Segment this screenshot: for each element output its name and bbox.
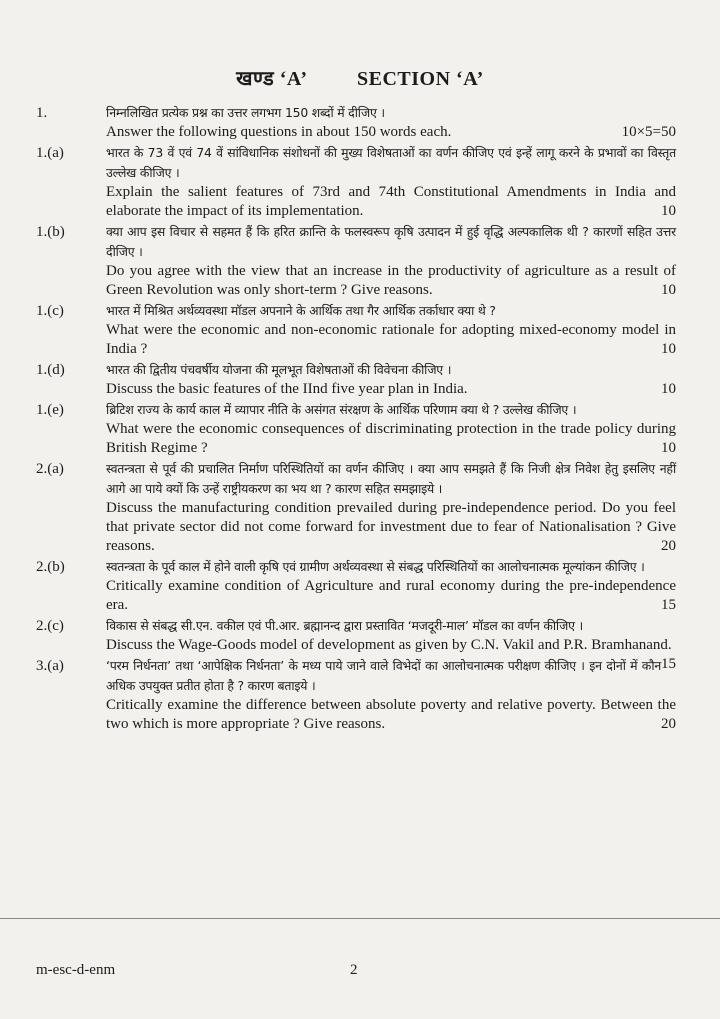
question-text-english: Critically examine the difference between absolute poverty and relative poverty. Between the two which is more appropriate ? Give reasons. 20 [106,697,676,732]
question-text-hindi: स्वतन्त्रता से पूर्व की प्रचालित निर्माण परिस्थितियों का वर्णन कीजिए । क्या आप समझते हैं कि निजी क्षेत्र निवेश हेतु इसलिए नहीं आगे आ पाये क्यों कि उन्हें राष्ट्रीयकरण का भय था ? कारण सहित समझाइये । [106,461,676,496]
question-marks: 10 [661,440,676,456]
question-marks: 10 [661,341,676,357]
section-heading-hindi: खण्ड ‘A’ [236,68,308,90]
question-text-hindi: ब्रिटिश राज्य के कार्य काल में व्यापार नीति के असंगत संरक्षण के आर्थिक परिणाम क्या थे ? उल्लेख कीजिए । [106,402,577,417]
question-text-english: 10 Discuss the basic features of the IInd five year plan in India. [106,381,676,397]
question-marks: 20 [661,538,676,554]
question-1 [36,103,676,142]
page-number: 2 [350,962,358,978]
question-1a [36,143,676,221]
question-number: 1.(d) [36,362,65,378]
question-text-english: What were the economic and non-economic rationale for adopting mixed-economy model in India ? 10 [106,322,676,357]
question-marks: 10 [661,203,676,219]
question-number: 2.(a) [36,461,64,477]
question-text-english: What were the economic consequences of discriminating protection in the trade policy during British Regime ? 10 [106,421,676,456]
question-3a [36,656,676,734]
question-1b [36,222,676,300]
question-text-hindi: भारत में मिश्रित अर्थव्यवस्था मॉडल अपनाने के आर्थिक तथा गैर आर्थिक तर्काधार क्या थे ? [106,303,496,318]
question-text-hindi: विकास से संबद्ध सी.एन. वकील एवं पी.आर. ब्रह्मानन्द द्वारा प्रस्तावित ‘मजदूरी-माल’ मॉडल का वर्णन कीजिए । [106,618,584,633]
question-text-hindi: क्या आप इस विचार से सहमत हैं कि हरित क्रान्ति के फलस्वरूप कृषि उत्पादन में हुई वृद्धि अल्पकालिक थी ? कारणों सहित उत्तर दीजिए । [106,224,676,259]
question-text-english: Do you agree with the view that an increase in the productivity of agriculture as a result of Green Revolution was only short-term ? Give reasons. 10 [106,263,676,298]
question-marks: 10 [661,381,676,397]
question-text-hindi: भारत की द्वितीय पंचवर्षीय योजना की मूलभूत विशेषताओं की विवेचना कीजिए । [106,362,452,377]
question-marks: 10 [661,282,676,298]
question-marks: 10×5=50 [621,124,676,140]
question-1d [36,360,676,399]
question-text-english: 10×5=50 Answer the following questions in about 150 words each. [106,124,676,140]
section-heading-english: SECTION ‘A’ [357,68,484,90]
question-2a [36,459,676,556]
question-number: 3.(a) [36,658,64,674]
question-1e [36,400,676,458]
question-number: 2.(c) [36,618,64,634]
section-heading [0,64,720,91]
question-list [36,103,676,734]
question-number: 1.(a) [36,145,64,161]
question-text-hindi: ‘परम निर्धनता’ तथा ‘आपेक्षिक निर्धनता’ के मध्य पाये जाने वाले विभेदों का आलोचनात्मक परीक्षण कीजिए । इन दोनों में कौन अधिक उपयुक्त प्रतीत होता है ? कारण बताइये । [106,658,661,693]
question-number: 1.(e) [36,402,64,418]
question-marks: 20 [661,716,676,732]
question-1c [36,301,676,359]
question-2b [36,557,676,615]
question-number: 1.(b) [36,224,65,240]
question-number: 1. [36,105,48,121]
question-text-hindi: निम्नलिखित प्रत्येक प्रश्न का उत्तर लगभग 150 शब्दों में दीजिए । [106,105,385,120]
paper-code: m-esc-d-enm [36,962,116,978]
question-text-english: Discuss the manufacturing condition prevailed during pre-independence period. Do you feel that private sector did not come forward for investment due to fear of Nationalisation ? Give reasons. 20 [106,500,676,554]
footer-divider [0,918,720,919]
question-marks: 15 [661,597,676,613]
question-marks: 15 [661,656,676,672]
question-number: 1.(c) [36,303,64,319]
question-text-english: Explain the salient features of 73rd and 74th Constitutional Amendments in India and elaborate the impact of its implementation. 10 [106,184,676,219]
question-text-english: Critically examine condition of Agriculture and rural economy during the pre-independence era. 15 [106,578,676,613]
question-number: 2.(b) [36,559,65,575]
question-text-english: Discuss the Wage-Goods model of development as given by C.N. Vakil and P.R. Bramhanand. 15 [106,637,676,672]
question-text-hindi: भारत के 73 वें एवं 74 वें सांविधानिक संशोधनों की मुख्य विशेषताओं का वर्णन कीजिए एवं इन्हें लागू करने के प्रभावों का विस्तृत उल्लेख कीजिए । [106,145,676,180]
question-text-hindi: स्वतन्त्रता के पूर्व काल में होने वाली कृषि एवं ग्रामीण अर्थव्यवस्था से संबद्ध परिस्थितियों का आलोचनात्मक मूल्यांकन कीजिए । [106,559,645,574]
